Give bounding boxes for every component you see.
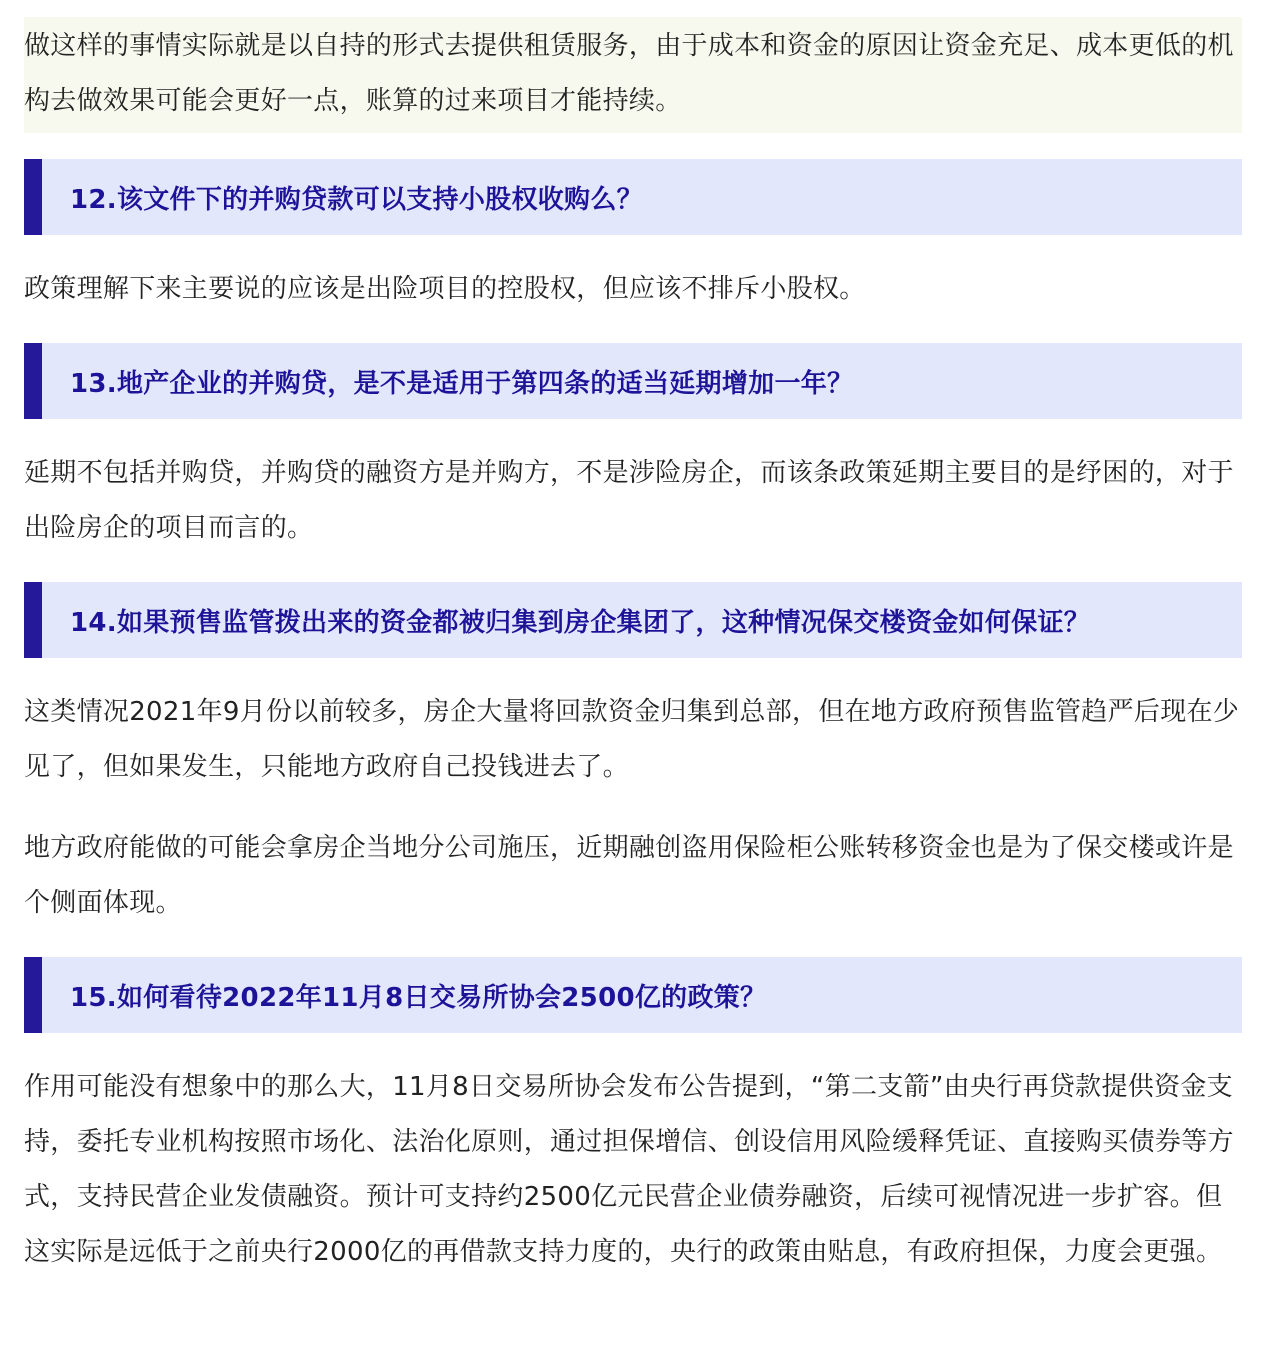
heading-accent-bar [24,582,42,658]
question-text: 15.如何看待2022年11月8日交易所协会2500亿的政策？ [70,982,767,1013]
answer-paragraph: 延期不包括并购贷，并购贷的融资方是并购方，不是涉险房企，而该条政策延期主要目的是纾困的，对于出险房企的项目而言的。 [24,458,1234,543]
heading-accent-bar [24,343,42,419]
heading-accent-bar [24,957,42,1033]
answer-paragraph: 地方政府能做的可能会拿房企当地分公司施压，近期融创盗用保险柜公账转移资金也是为了保交楼或许是个侧面体现。 [24,833,1234,918]
intro-paragraph: 做这样的事情实际就是以自持的形式去提供租赁服务，由于成本和资金的原因让资金充足、成本更低的机构去做效果可能会更好一点，账算的过来项目才能持续。 [24,17,1242,133]
qa-section-15 [24,957,1242,1280]
question-text: 12.该文件下的并购贷款可以支持小股权收购么？ [70,184,643,215]
answer-paragraph: 作用可能没有想象中的那么大，11月8日交易所协会发布公告提到，“第二支箭”由央行再贷款提供资金支持，委托专业机构按照市场化、法治化原则，通过担保增信、创设信用风险缓释凭证、直接购买债券等方式，支持民营企业发债融资。预计可支持约2500亿元民营企业债券融资，后续可视情况进一步扩容。但这实际是远低于之前央行2000亿的再借款支持力度的，央行的政策由贴息，有政府担保，力度会更强。 [24,1072,1234,1267]
question-heading [24,159,1242,235]
question-text: 13.地产企业的并购贷，是不是适用于第四条的适当延期增加一年？ [70,368,854,399]
answer-paragraph: 政策理解下来主要说的应该是出险项目的控股权，但应该不排斥小股权。 [24,274,866,304]
heading-accent-bar [24,159,42,235]
qa-section-12 [24,159,1242,317]
question-heading [24,343,1242,419]
qa-section-13 [24,343,1242,556]
question-heading [24,957,1242,1033]
article-body [24,17,1242,1280]
question-heading [24,582,1242,658]
qa-section-14 [24,582,1242,931]
question-text: 14.如果预售监管拨出来的资金都被归集到房企集团了，这种情况保交楼资金如何保证？ [70,607,1091,638]
answer-paragraph: 这类情况2021年9月份以前较多，房企大量将回款资金归集到总部，但在地方政府预售监管趋严后现在少见了，但如果发生，只能地方政府自己投钱进去了。 [24,697,1240,782]
